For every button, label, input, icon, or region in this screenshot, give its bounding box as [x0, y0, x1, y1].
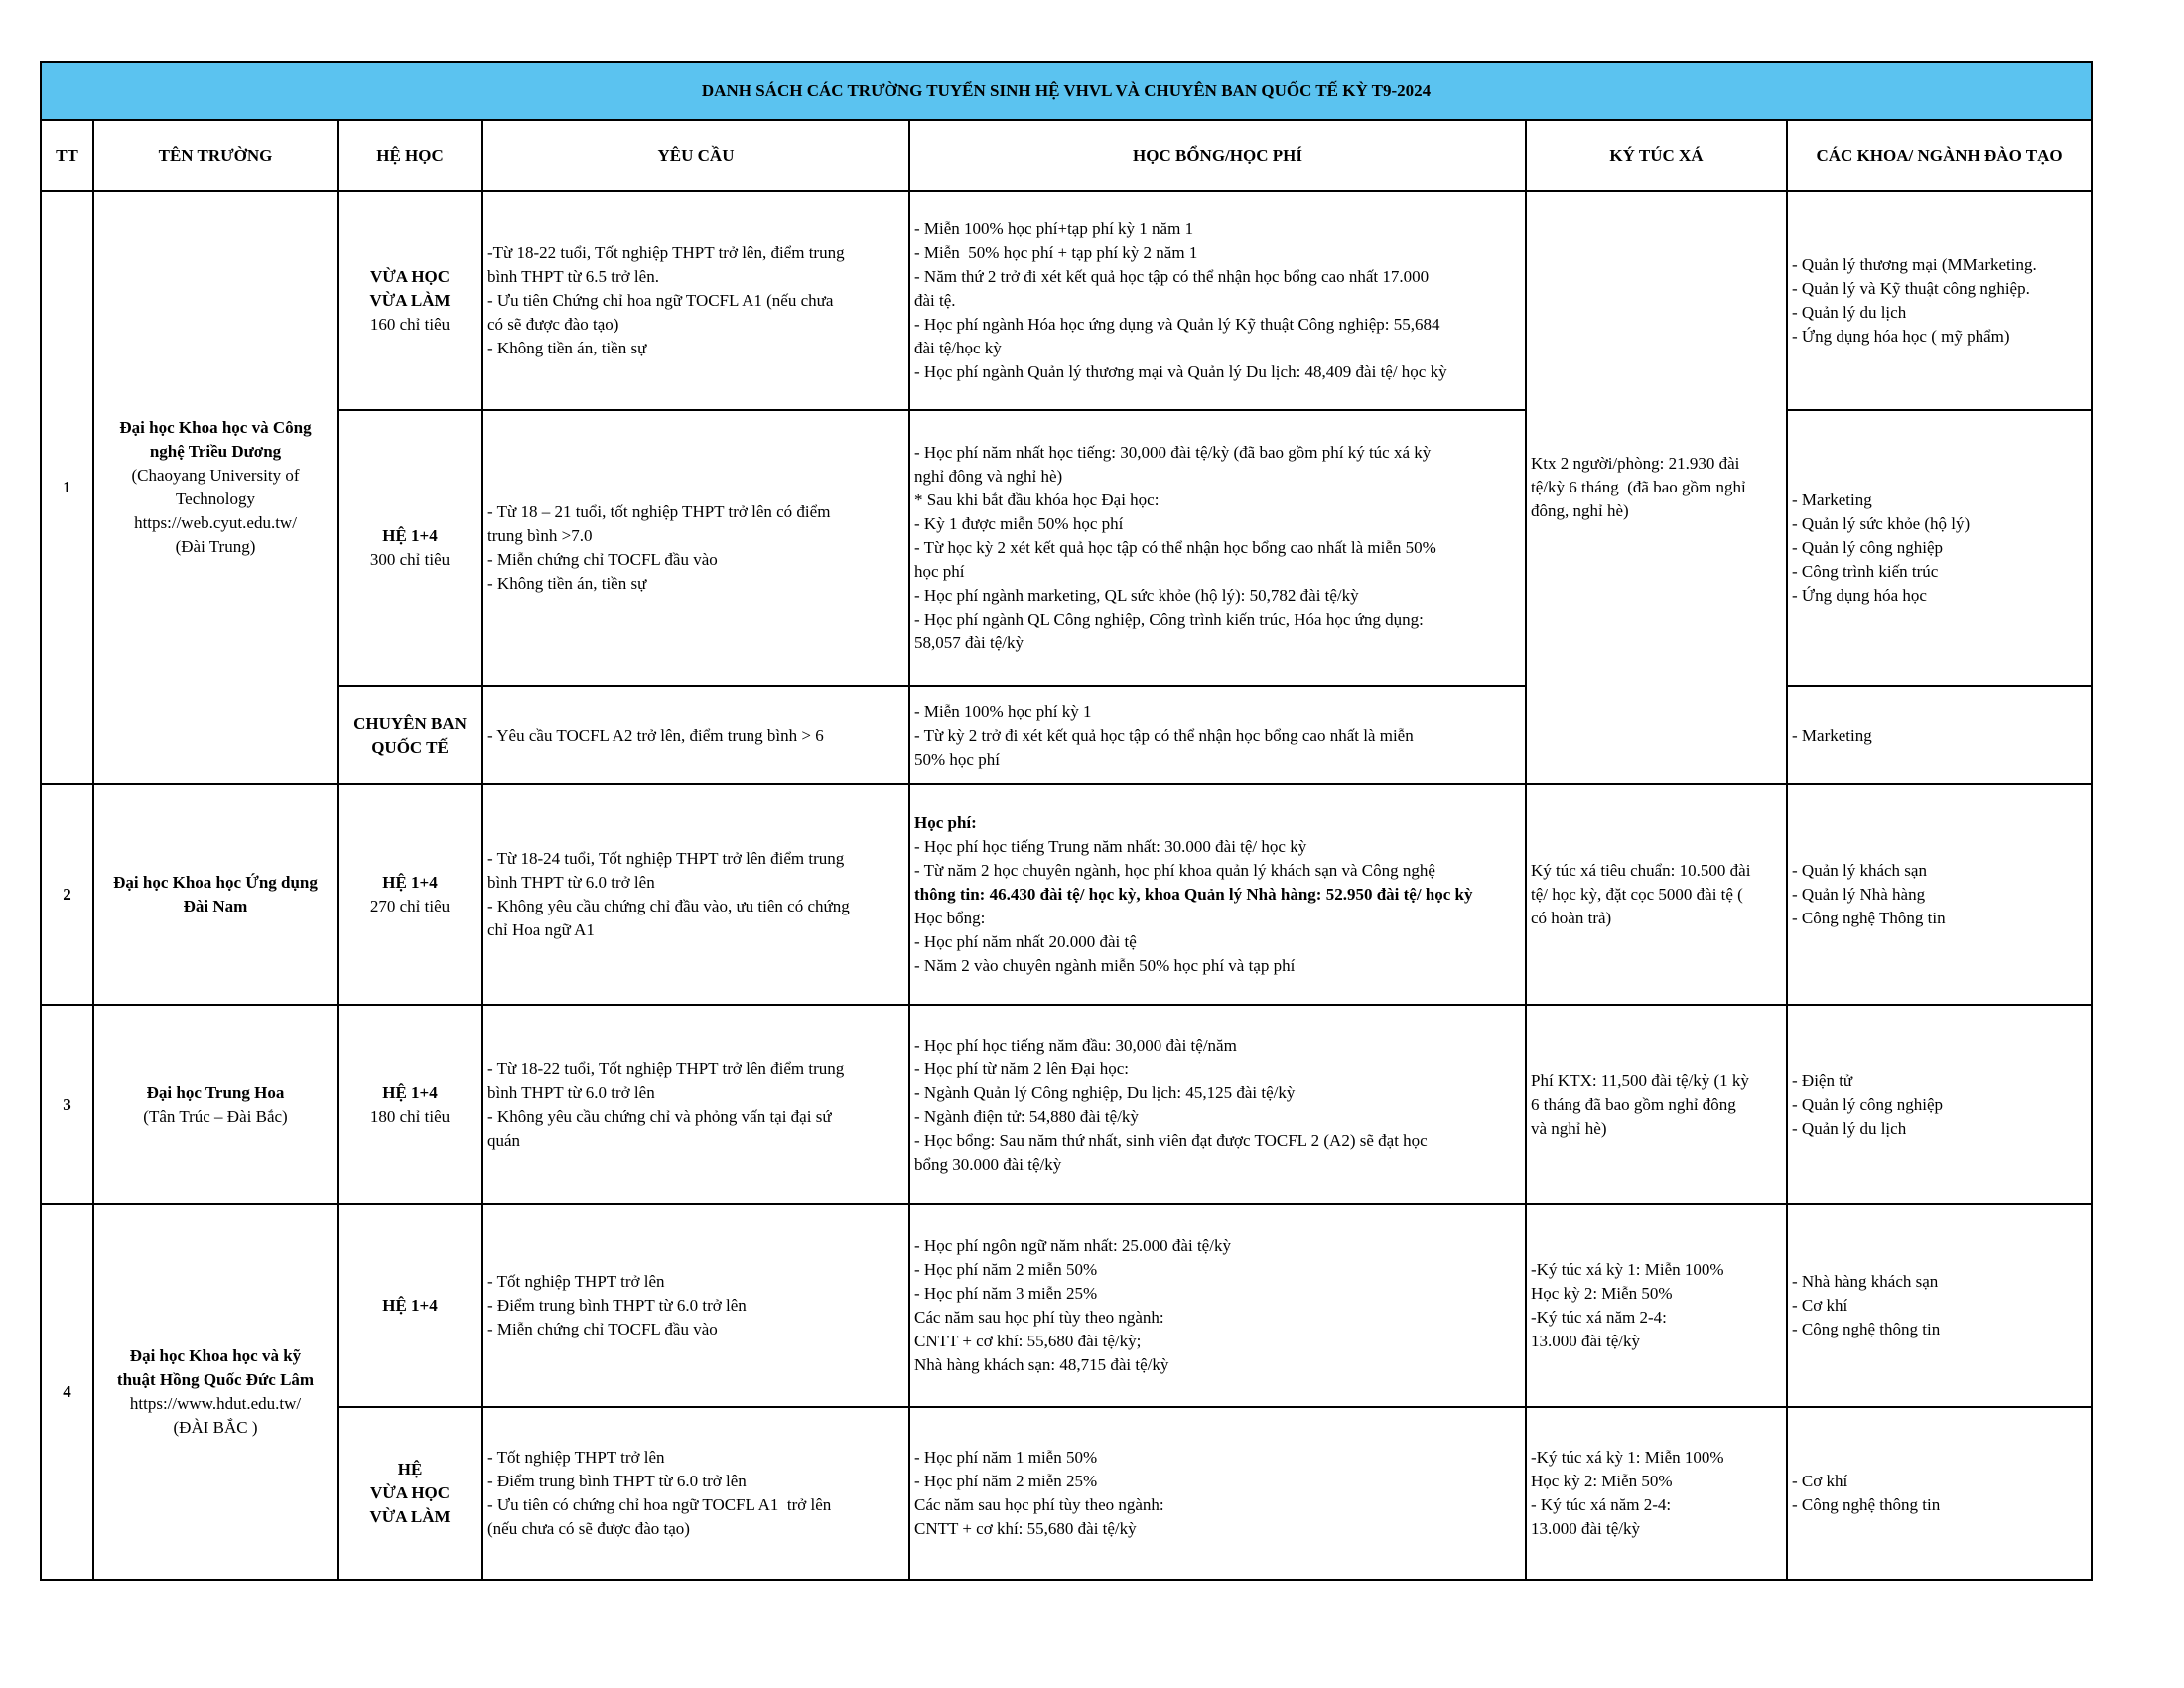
text-line: - Cơ khí: [1792, 1472, 1848, 1490]
text-line: - Học phí năm 2 miễn 25%: [914, 1472, 1098, 1490]
text-line: học phí: [914, 562, 965, 581]
text-line: - Điện tử: [1792, 1070, 1853, 1090]
text-line: - Học bổng: Sau năm thứ nhất, sinh viên đạt được TOCFL 2 (A2) sẽ đạt học: [914, 1130, 1428, 1150]
text-line: -Từ 18-22 tuổi, Tốt nghiệp THPT trở lên, điểm trung: [487, 242, 845, 262]
text-line: bình THPT từ 6.5 trở lên.: [487, 266, 659, 286]
text-line: (Đài Trung): [175, 537, 256, 556]
text-line: https://web.cyut.edu.tw/: [134, 513, 297, 532]
text-line: - Quản lý công nghiệp: [1792, 1094, 1944, 1114]
text-line: Đại học Khoa học và Công: [119, 418, 312, 437]
dorm-cell: [1526, 1407, 1787, 1580]
text-line: - Học phí năm 1 miễn 50%: [914, 1448, 1098, 1467]
text-line: - Miễn 100% học phí+tạp phí kỳ 1 năm 1: [914, 218, 1194, 238]
table-row: [41, 784, 2092, 1005]
program-type: [338, 191, 482, 410]
majors-cell: [1787, 191, 2092, 410]
text-line: - Không yêu cầu chứng chỉ đầu vào, ưu tiên có chứng: [487, 897, 850, 915]
text-line: - Quản lý du lịch: [1792, 1118, 1907, 1138]
text-line: CNTT + cơ khí: 55,680 đài tệ/kỳ: [914, 1519, 1137, 1538]
text-line: Đại học Trung Hoa: [146, 1082, 285, 1102]
text-line: - Học phí ngành Hóa học ứng dụng và Quản lý Kỹ thuật Công nghiệp: 55,684: [914, 314, 1440, 334]
text-line: nghệ Triều Dương: [149, 442, 282, 461]
majors-cell: [1787, 1005, 2092, 1204]
text-line: - Công nghệ thông tin: [1792, 1320, 1941, 1338]
majors-cell: [1787, 410, 2092, 686]
text-line: HỆ 1+4: [382, 1296, 438, 1315]
text-line: chỉ Hoa ngữ A1: [487, 920, 595, 939]
row-number: 2: [41, 784, 93, 1005]
text-line: - Không tiền án, tiền sự: [487, 574, 647, 593]
text-line: QUỐC TẾ: [371, 737, 449, 757]
text-line: - Miễn 100% học phí kỳ 1: [914, 701, 1092, 721]
majors-cell: [1787, 686, 2092, 784]
text-line: 13.000 đài tệ/kỳ: [1531, 1332, 1641, 1350]
text-line: -Ký túc xá năm 2-4:: [1531, 1308, 1667, 1327]
text-line: - Công trình kiến trúc: [1792, 562, 1939, 581]
fees-cell: [909, 1407, 1526, 1580]
text-line: bổng 30.000 đài tệ/kỳ: [914, 1154, 1062, 1174]
text-line: bình THPT từ 6.0 trở lên: [487, 1082, 655, 1102]
text-line: Các năm sau học phí tùy theo ngành:: [914, 1308, 1164, 1327]
requirements-cell: [482, 784, 909, 1005]
text-line: - Ứng dụng hóa học: [1792, 586, 1927, 605]
text-line: - Học phí năm 3 miễn 25%: [914, 1284, 1098, 1303]
text-line: 160 chỉ tiêu: [369, 314, 451, 334]
text-line: VỪA HỌC: [369, 266, 451, 286]
school-name: [93, 1005, 338, 1204]
text-line: và nghỉ hè): [1531, 1118, 1607, 1138]
program-type: [338, 784, 482, 1005]
text-line: - Ứng dụng hóa học ( mỹ phẩm): [1792, 326, 2010, 346]
text-line: - Từ học kỳ 2 xét kết quả học tập có thể nhận học bổng cao nhất là miễn 50%: [914, 538, 1436, 557]
text-line: Học bổng:: [914, 909, 986, 927]
text-line: - Từ 18-24 tuổi, Tốt nghiệp THPT trở lên điểm trung: [487, 849, 845, 868]
school-name: [93, 1204, 338, 1580]
text-line: Phí KTX: 11,500 đài tệ/kỳ (1 kỳ: [1531, 1070, 1749, 1090]
text-line: Đại học Khoa học Ứng dụng: [113, 873, 318, 892]
fees-cell: [909, 686, 1526, 784]
table-row: [41, 1204, 2092, 1407]
text-line: - Công nghệ thông tin: [1792, 1495, 1941, 1514]
dorm-cell: [1526, 1005, 1787, 1204]
table-row: [41, 1005, 2092, 1204]
text-line: Đại học Khoa học và kỹ: [129, 1346, 302, 1365]
text-line: bình THPT từ 6.0 trở lên: [487, 873, 655, 892]
text-line: https://www.hdut.edu.tw/: [129, 1394, 302, 1413]
requirements-cell: [482, 191, 909, 410]
dorm-cell: [1526, 784, 1787, 1005]
text-line: - Kỳ 1 được miễn 50% học phí: [914, 514, 1124, 533]
fees-cell: [909, 1204, 1526, 1407]
text-line: CHUYÊN BAN: [353, 713, 467, 733]
fees-cell: [909, 410, 1526, 686]
text-line: - Ưu tiên có chứng chỉ hoa ngữ TOCFL A1 trở lên: [487, 1495, 832, 1514]
requirements-cell: [482, 410, 909, 686]
text-line: thông tin: 46.430 đài tệ/ học kỳ, khoa Quản lý Nhà hàng: 52.950 đài tệ/ học kỳ: [914, 885, 1473, 904]
text-line: có hoàn trả): [1531, 909, 1612, 927]
text-line: - Học phí ngành Quản lý thương mại và Quản lý Du lịch: 48,409 đài tệ/ học kỳ: [914, 361, 1447, 381]
text-line: - Điểm trung bình THPT từ 6.0 trở lên: [487, 1296, 747, 1315]
header-dorm: KÝ TÚC XÁ: [1526, 120, 1787, 191]
dorm-cell: [1526, 191, 1787, 784]
text-line: 270 chỉ tiêu: [369, 897, 451, 915]
text-line: - Yêu cầu TOCFL A2 trở lên, điểm trung bình > 6: [487, 725, 824, 745]
text-line: - Học phí năm 2 miễn 50%: [914, 1260, 1098, 1279]
text-line: nghỉ đông và nghỉ hè): [914, 467, 1063, 486]
text-line: (Chaoyang University of: [131, 466, 300, 485]
text-line: - Từ kỳ 2 trở đi xét kết quả học tập có thể nhận học bổng cao nhất là miễn: [914, 725, 1414, 745]
text-line: -Ký túc xá kỳ 1: Miễn 100%: [1531, 1260, 1724, 1279]
text-line: - Năm 2 vào chuyên ngành miễn 50% học phí và tạp phí: [914, 956, 1296, 975]
fees-cell: [909, 784, 1526, 1005]
text-line: - Quản lý sức khỏe (hộ lý): [1792, 514, 1971, 533]
program-type: [338, 1204, 482, 1407]
header-fees: HỌC BỔNG/HỌC PHÍ: [909, 120, 1526, 191]
program-type: [338, 1005, 482, 1204]
text-line: VỪA LÀM: [369, 290, 451, 310]
text-line: Học kỳ 2: Miễn 50%: [1531, 1284, 1673, 1303]
text-line: 13.000 đài tệ/kỳ: [1531, 1519, 1641, 1538]
text-line: - Quản lý du lịch: [1792, 302, 1907, 322]
text-line: VỪA HỌC: [369, 1483, 451, 1502]
header-requirements: YÊU CẦU: [482, 120, 909, 191]
text-line: - Miễn 50% học phí + tạp phí kỳ 2 năm 1: [914, 242, 1198, 262]
text-line: - Quản lý thương mại (MMarketing.: [1792, 254, 2037, 274]
header-program: HỆ HỌC: [338, 120, 482, 191]
majors-cell: [1787, 784, 2092, 1005]
text-line: có sẽ được đào tạo): [487, 314, 619, 334]
text-line: (ĐÀI BẮC ): [173, 1418, 258, 1437]
text-line: - Ngành Quản lý Công nghiệp, Du lịch: 45,125 đài tệ/kỳ: [914, 1082, 1296, 1102]
text-line: HỆ: [397, 1460, 423, 1478]
text-line: quán: [487, 1130, 521, 1150]
dorm-cell: [1526, 1204, 1787, 1407]
majors-cell: [1787, 1407, 2092, 1580]
program-type: [338, 1407, 482, 1580]
text-line: Ktx 2 người/phòng: 21.930 đài: [1531, 454, 1740, 473]
requirements-cell: [482, 1407, 909, 1580]
text-line: - Học phí ngành QL Công nghiệp, Công trình kiến trúc, Hóa học ứng dụng:: [914, 610, 1424, 629]
text-line: - Học phí học tiếng năm đầu: 30,000 đài tệ/năm: [914, 1035, 1237, 1055]
text-line: -Ký túc xá kỳ 1: Miễn 100%: [1531, 1448, 1724, 1467]
text-line: - Từ 18 – 21 tuổi, tốt nghiệp THPT trở lên có điểm: [487, 502, 831, 521]
text-line: - Tốt nghiệp THPT trở lên: [487, 1272, 665, 1291]
text-line: - Tốt nghiệp THPT trở lên: [487, 1448, 665, 1467]
text-line: - Điểm trung bình THPT từ 6.0 trở lên: [487, 1472, 747, 1490]
text-line: - Marketing: [1792, 725, 1872, 745]
text-line: - Công nghệ Thông tin: [1792, 909, 1946, 927]
text-line: - Quản lý công nghiệp: [1792, 538, 1944, 557]
fees-cell: [909, 191, 1526, 410]
text-line: Học phí:: [914, 813, 977, 832]
text-line: - Quản lý Nhà hàng: [1792, 885, 1926, 904]
text-line: 50% học phí: [914, 749, 1000, 769]
text-line: 58,057 đài tệ/kỳ: [914, 633, 1024, 652]
text-line: trung bình >7.0: [487, 526, 593, 545]
table-row: [41, 1407, 2092, 1580]
header-tt: TT: [41, 120, 93, 191]
program-type: [338, 410, 482, 686]
table-row: [41, 191, 2092, 410]
text-line: Các năm sau học phí tùy theo ngành:: [914, 1495, 1164, 1514]
text-line: - Marketing: [1792, 491, 1872, 509]
header-majors: CÁC KHOA/ NGÀNH ĐÀO TẠO: [1787, 120, 2092, 191]
text-line: 180 chỉ tiêu: [369, 1106, 451, 1126]
text-line: Technology: [175, 490, 255, 508]
text-line: - Cơ khí: [1792, 1296, 1848, 1315]
text-line: - Năm thứ 2 trở đi xét kết quả học tập có thể nhận học bổng cao nhất 17.000: [914, 266, 1430, 286]
text-line: - Học phí năm nhất 20.000 đài tệ: [914, 932, 1137, 951]
row-number: 3: [41, 1005, 93, 1204]
program-type: [338, 686, 482, 784]
text-line: (Tân Trúc – Đài Bắc): [143, 1106, 288, 1126]
text-line: tệ/kỳ 6 tháng (đã bao gồm nghỉ: [1531, 478, 1746, 496]
text-line: Nhà hàng khách sạn: 48,715 đài tệ/kỳ: [914, 1355, 1169, 1374]
text-line: 6 tháng đã bao gồm nghỉ đông: [1531, 1094, 1736, 1114]
text-line: * Sau khi bắt đầu khóa học Đại học:: [914, 491, 1160, 509]
text-line: - Miễn chứng chỉ TOCFL đầu vào: [487, 550, 718, 569]
text-line: - Ngành điện tử: 54,880 đài tệ/kỳ: [914, 1106, 1139, 1126]
text-line: - Quản lý và Kỹ thuật công nghiệp.: [1792, 278, 2030, 298]
majors-cell: [1787, 1204, 2092, 1407]
row-number: 1: [41, 191, 93, 784]
text-line: - Không yêu cầu chứng chỉ và phỏng vấn tại đại sứ: [487, 1106, 832, 1126]
requirements-cell: [482, 1005, 909, 1204]
text-line: Đài Nam: [183, 897, 248, 915]
requirements-cell: [482, 686, 909, 784]
row-number: 4: [41, 1204, 93, 1580]
text-line: HỆ 1+4: [382, 873, 438, 892]
text-line: - Học phí ngành marketing, QL sức khỏe (hộ lý): 50,782 đài tệ/kỳ: [914, 586, 1359, 605]
text-line: Học kỳ 2: Miễn 50%: [1531, 1472, 1673, 1490]
text-line: đài tệ/học kỳ: [914, 338, 1002, 357]
text-line: Ký túc xá tiêu chuẩn: 10.500 đài: [1531, 861, 1751, 880]
text-line: (nếu chưa có sẽ được đào tạo): [487, 1519, 690, 1538]
school-name: [93, 784, 338, 1005]
header-school: TÊN TRƯỜNG: [93, 120, 338, 191]
text-line: - Ký túc xá năm 2-4:: [1531, 1495, 1672, 1514]
text-line: - Từ 18-22 tuổi, Tốt nghiệp THPT trở lên điểm trung: [487, 1058, 845, 1078]
table-title: DANH SÁCH CÁC TRƯỜNG TUYỂN SINH HỆ VHVL VÀ CHUYÊN BAN QUỐC TẾ KỲ T9-2024: [41, 62, 2092, 120]
text-line: - Học phí ngôn ngữ năm nhất: 25.000 đài tệ/kỳ: [914, 1236, 1231, 1255]
text-line: - Học phí năm nhất học tiếng: 30,000 đài tệ/kỳ (đã bao gồm phí ký túc xá kỳ: [914, 443, 1432, 462]
text-line: - Không tiền án, tiền sự: [487, 338, 647, 357]
text-line: HỆ 1+4: [382, 1082, 438, 1102]
text-line: thuật Hồng Quốc Đức Lâm: [116, 1370, 315, 1389]
schools-table: [40, 61, 2093, 1581]
text-line: - Ưu tiên Chứng chỉ hoa ngữ TOCFL A1 (nếu chưa: [487, 290, 834, 310]
title-row: [41, 62, 2092, 120]
text-line: tệ/ học kỳ, đặt cọc 5000 đài tệ (: [1531, 885, 1743, 904]
text-line: 300 chỉ tiêu: [369, 550, 451, 569]
text-line: - Quản lý khách sạn: [1792, 861, 1927, 880]
text-line: đông, nghỉ hè): [1531, 501, 1629, 520]
text-line: CNTT + cơ khí: 55,680 đài tệ/kỳ;: [914, 1332, 1142, 1350]
school-name: [93, 191, 338, 784]
text-line: - Miễn chứng chỉ TOCFL đầu vào: [487, 1320, 718, 1338]
text-line: - Nhà hàng khách sạn: [1792, 1272, 1939, 1291]
text-line: HỆ 1+4: [382, 526, 438, 545]
text-line: VỪA LÀM: [369, 1507, 451, 1526]
header-row: [41, 120, 2092, 191]
text-line: - Học phí học tiếng Trung năm nhất: 30.000 đài tệ/ học kỳ: [914, 837, 1307, 856]
text-line: - Từ năm 2 học chuyên ngành, học phí khoa quản lý khách sạn và Công nghệ: [914, 861, 1435, 880]
text-line: - Học phí từ năm 2 lên Đại học:: [914, 1058, 1129, 1078]
requirements-cell: [482, 1204, 909, 1407]
fees-cell: [909, 1005, 1526, 1204]
text-line: đài tệ.: [914, 290, 956, 310]
